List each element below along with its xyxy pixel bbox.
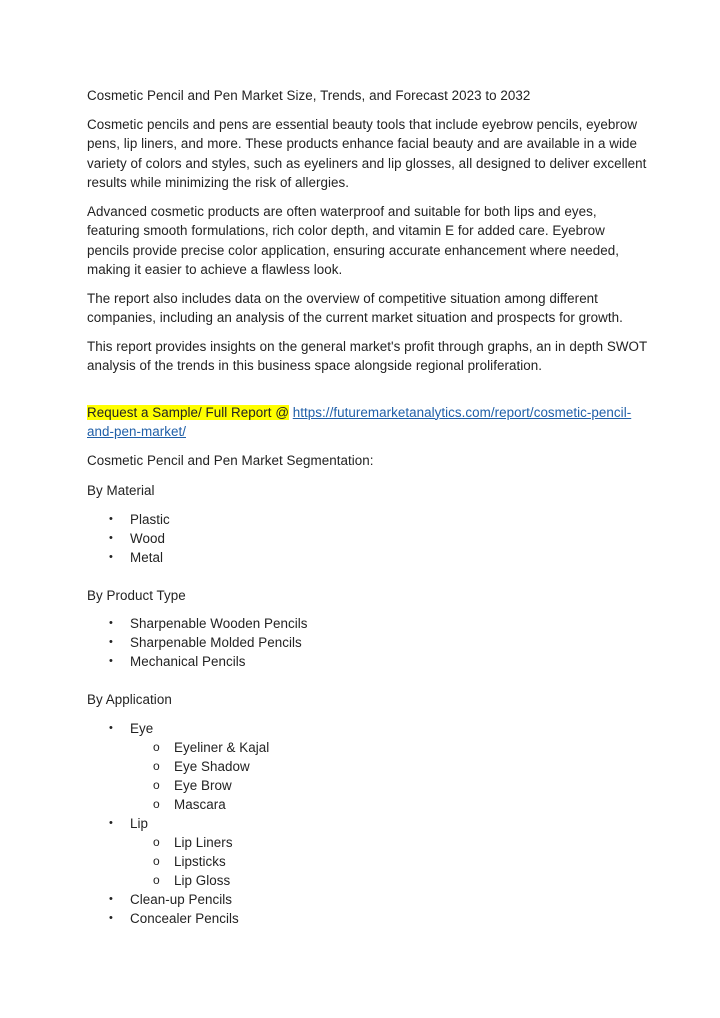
report-request [87,403,647,442]
sub-item-label: Lip Gloss [174,872,231,888]
bullet-icon: • [109,911,113,924]
application-list [87,719,647,928]
item-label: Concealer Pencils [130,910,239,926]
spacer [87,385,647,403]
list-item [87,814,647,890]
group-heading-application: By Application [87,692,172,707]
sub-list-item [130,757,647,776]
sub-list-item [130,776,647,795]
request-sample-label: Request a Sample/ Full Report @ [87,404,289,420]
list-item [87,633,647,652]
list-item [87,890,647,909]
bullet-icon: • [109,892,113,905]
competition-paragraph: The report also includes data on the overview of competitive situation among different companies, including an analysis of the current market situation and prospects for growth. [87,290,623,325]
intro-paragraph: Cosmetic pencils and pens are essential beauty tools that include eyebrow pencils, eyebrow pens, lip liners, and more. These products enhance facial beauty and are available in a wide variety of colors and styles, such as eyeliners and lip glosses, all designed to deliver excellent results while minimizing the risk of allergies. [87,116,647,190]
features-paragraph: Advanced cosmetic products are often waterproof and suitable for both lips and eyes, featuring smooth formulations, rich color depth, and vitamin E for added care. Eyebrow pencils provide precise color application, ensuring accurate enhancement where needed, making it easier to achieve a flawless look. [87,203,620,277]
item-label: Sharpenable Molded Pencils [130,635,302,650]
segmentation-title: Cosmetic Pencil and Pen Market Segmentation: [87,452,374,468]
bullet-icon: • [109,655,113,667]
list-item [87,548,647,567]
bullet-icon: • [109,617,113,629]
insights-paragraph: This report provides insights on the general market's profit through graphs, an in depth SWOT analysis of the trends in this business space alongside regional proliferation. [87,338,647,373]
eye-sublist [130,738,647,814]
material-list [87,510,647,567]
item-label: Wood [130,530,165,546]
bullet-icon: • [109,531,113,544]
circle-bullet-icon: o [153,796,160,811]
circle-bullet-icon: o [153,853,160,868]
group-heading-product-type: By Product Type [87,587,186,603]
sub-list-item [130,795,647,814]
sub-list-item [130,738,647,757]
item-label: Metal [130,549,163,565]
item-label: Clean-up Pencils [130,891,233,907]
sub-list-item [130,833,647,852]
item-label: Eye [130,720,154,736]
list-item [87,510,647,529]
list-item [87,909,647,928]
sub-item-label: Eye Brow [174,777,232,793]
group-heading-material: By Material [87,483,155,498]
item-label: Plastic [130,511,170,527]
bullet-icon: • [109,636,113,648]
document-title: Cosmetic Pencil and Pen Market Size, Trends, and Forecast 2023 to 2032 [87,88,531,103]
list-item [87,652,647,671]
circle-bullet-icon: o [153,739,160,754]
sub-item-label: Lip Liners [174,834,233,850]
item-label: Sharpenable Wooden Pencils [130,616,308,631]
bullet-icon: • [109,550,113,563]
sub-item-label: Eyeliner & Kajal [174,739,270,755]
circle-bullet-icon: o [153,834,160,849]
circle-bullet-icon: o [153,872,160,887]
bullet-icon: • [109,721,113,734]
circle-bullet-icon: o [153,777,160,792]
sub-list-item [130,871,647,890]
circle-bullet-icon: o [153,758,160,773]
bullet-icon: • [109,512,113,525]
list-item [87,529,647,548]
list-item [87,614,647,633]
lip-sublist [130,833,647,890]
report-link[interactable]: https://futuremarketanalytics.com/report/cosmetic-pencil-and-pen-market/ [87,404,632,439]
sub-item-label: Eye Shadow [174,758,250,774]
list-item [87,719,647,814]
document-page [87,86,647,928]
product-type-list [87,614,647,671]
item-label: Lip [130,815,149,831]
sub-item-label: Mascara [174,796,226,812]
sub-list-item [130,852,647,871]
bullet-icon: • [109,816,113,829]
sub-item-label: Lipsticks [174,853,226,869]
item-label: Mechanical Pencils [130,654,246,669]
